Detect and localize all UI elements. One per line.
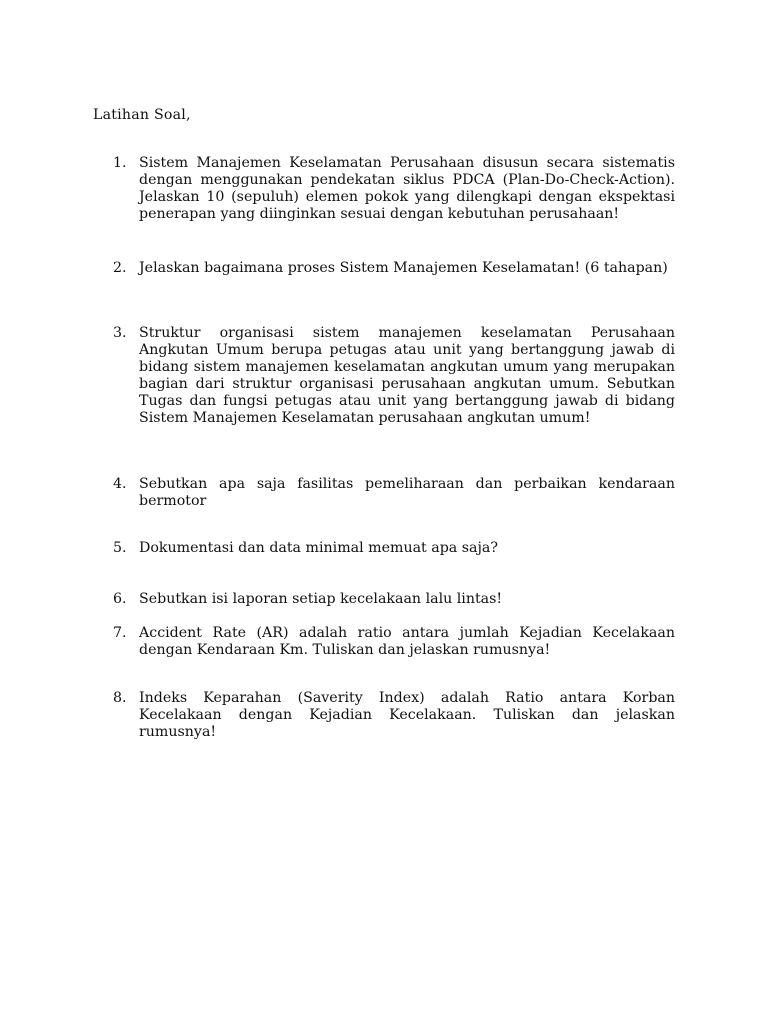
question-text: Struktur organisasi sistem manajemen keselamatan Perusahaan Angkutan Umum berupa petugas atau unit yang bertanggung jawab di bidang sistem manajemen keselamatan angkutan umum yang merupakan bagian dari struktur organisasi perusahaan angkutan umum. Sebutkan Tugas dan fungsi petugas atau unit yang bertanggung jawab di bidang Sistem Manajemen Keselamatan perusahaan angkutan umum! (139, 325, 675, 426)
question-item-4 (113, 476, 675, 510)
question-item-2 (113, 260, 675, 277)
question-item-7 (113, 625, 675, 659)
question-text: Sebutkan isi laporan setiap kecelakaan lalu lintas! (139, 591, 503, 607)
question-number: 6. (113, 591, 127, 607)
question-text: Jelaskan bagaimana proses Sistem Manajemen Keselamatan! (6 tahapan) (139, 260, 668, 276)
question-item-5 (113, 540, 675, 557)
question-number: 1. (113, 155, 127, 171)
question-item-1 (113, 155, 675, 223)
question-item-3 (113, 325, 675, 427)
document-heading: Latihan Soal, (93, 107, 191, 123)
question-item-8 (113, 690, 675, 741)
question-number: 8. (113, 690, 127, 706)
question-text: Accident Rate (AR) adalah ratio antara jumlah Kejadian Kecelakaan dengan Kendaraan Km. Tuliskan dan jelaskan rumusnya! (139, 625, 675, 658)
question-number: 5. (113, 540, 127, 556)
question-text: Indeks Keparahan (Saverity Index) adalah Ratio antara Korban Kecelakaan dengan Kejadian Kecelakaan. Tuliskan dan jelaskan rumusnya! (139, 690, 675, 740)
question-item-6 (113, 591, 675, 608)
question-text: Sebutkan apa saja fasilitas pemeliharaan dan perbaikan kendaraan bermotor (139, 476, 675, 509)
question-number: 2. (113, 260, 127, 276)
question-number: 7. (113, 625, 127, 641)
question-text: Dokumentasi dan data minimal memuat apa saja? (139, 540, 498, 556)
question-text: Sistem Manajemen Keselamatan Perusahaan disusun secara sistematis dengan menggunakan pendekatan siklus PDCA (Plan-Do-Check-Action). Jelaskan 10 (sepuluh) elemen pokok yang dilengkapi dengan ekspektasi penerapan yang diinginkan sesuai dengan kebutuhan perusahaan! (139, 155, 675, 222)
question-number: 3. (113, 325, 127, 341)
question-number: 4. (113, 476, 127, 492)
